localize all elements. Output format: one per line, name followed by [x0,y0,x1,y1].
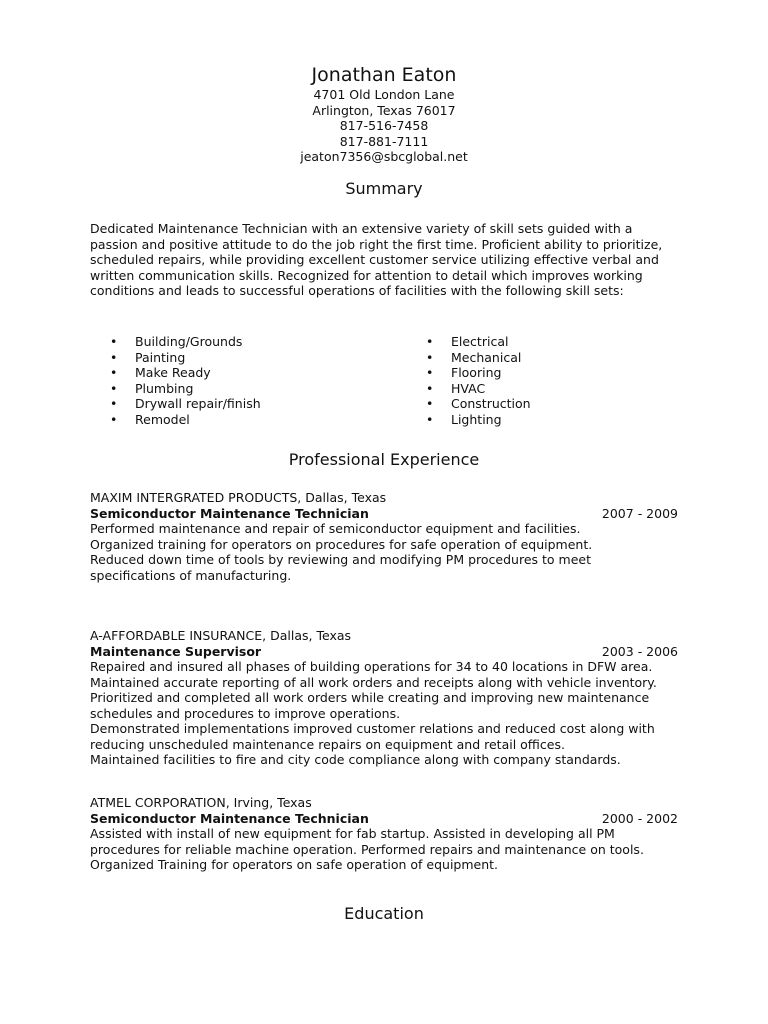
skill-item: • Painting [110,350,261,366]
skill-item: • Electrical [426,334,531,350]
job-title: Semiconductor Maintenance Technician [90,810,369,826]
skills-column-left [110,334,261,428]
skill-item: • Flooring [426,365,531,381]
job-duty: Maintained accurate reporting of all work orders and receipts along with vehicle inventory. [90,674,657,690]
skill-item: • Mechanical [426,350,531,366]
job-title-row [90,506,680,522]
job-duty: Demonstrated implementations improved customer relations and reduced cost along with [90,721,655,736]
job-company: MAXIM INTERGRATED PRODUCTS, Dallas, Texas [90,490,387,505]
job-title: Semiconductor Maintenance Technician [90,505,369,521]
job-entry [90,490,680,583]
applicant-name: Jonathan Eaton [311,64,457,86]
address-line-2: Arlington, Texas 76017 [312,102,456,118]
skill-item: • Make Ready [110,365,261,381]
address-line-1: 4701 Old London Lane [313,87,455,102]
skill-item: • Drywall repair/finish [110,396,261,412]
job-duty: Maintained facilities to fire and city code compliance along with company standards. [90,752,621,767]
job-duty: procedures for reliable machine operation. Performed repairs and maintenance on tools. [90,841,644,857]
summary-line: written communication skills. Recognized for attention to detail which improves working [90,267,643,283]
job-title: Maintenance Supervisor [90,643,262,659]
job-duty: Prioritized and completed all work orders while creating and improving new maintenance [90,690,650,705]
contact-block [0,87,768,165]
skill-item: • Building/Grounds [110,334,261,350]
skill-item: • Construction [426,396,531,412]
job-company: A-AFFORDABLE INSURANCE, Dallas, Texas [90,628,352,643]
skill-item: • HVAC [426,381,531,397]
email: jeaton7356@sbcglobal.net [300,149,468,164]
job-duty: specifications of manufacturing. [90,567,292,583]
summary-paragraph [90,221,690,299]
job-duty: Organized training for operators on procedures for safe operation of equipment. [90,536,593,552]
phone-2: 817-881-7111 [339,133,429,149]
job-duty: Assisted with install of new equipment for fab startup. Assisted in developing all PM [90,826,615,841]
skill-item: • Remodel [110,412,261,428]
job-duty: Organized Training for operators on safe operation of equipment. [90,857,499,872]
job-duty: Performed maintenance and repair of semiconductor equipment and facilities. [90,521,581,536]
job-duty: Reduced down time of tools by reviewing and modifying PM procedures to meet [90,552,591,567]
job-duty: Repaired and insured all phases of building operations for 34 to 40 locations in DFW area. [90,659,653,674]
phone-1: 817-516-7458 [339,118,429,133]
skill-item: • Plumbing [110,381,261,397]
job-title-row [90,811,680,827]
summary-line: scheduled repairs, while providing excellent customer service utilizing effective verbal and [90,252,659,267]
summary-line: Dedicated Maintenance Technician with an extensive variety of skill sets guided with a [90,221,633,236]
summary-heading: Summary [345,179,423,198]
job-dates: 2000 - 2002 [601,810,678,826]
summary-line: passion and positive attitude to do the job right the first time. Proficient ability to prioritize, [90,236,663,252]
skills-column-right [426,334,531,428]
skill-item: • Lighting [426,412,531,428]
job-entry [90,795,680,873]
job-duty: reducing unscheduled maintenance repairs on equipment and retail offices. [90,736,565,752]
job-title-row [90,644,680,660]
job-company: ATMEL CORPORATION, Irving, Texas [90,795,312,810]
job-duty: schedules and procedures to improve operations. [90,705,401,721]
job-dates: 2007 - 2009 [601,505,678,521]
summary-line: conditions and leads to successful operations of facilities with the following skill sets: [90,283,624,298]
experience-heading: Professional Experience [288,450,480,469]
job-entry [90,628,680,768]
education-heading: Education [344,904,424,923]
job-dates: 2003 - 2006 [601,643,678,659]
